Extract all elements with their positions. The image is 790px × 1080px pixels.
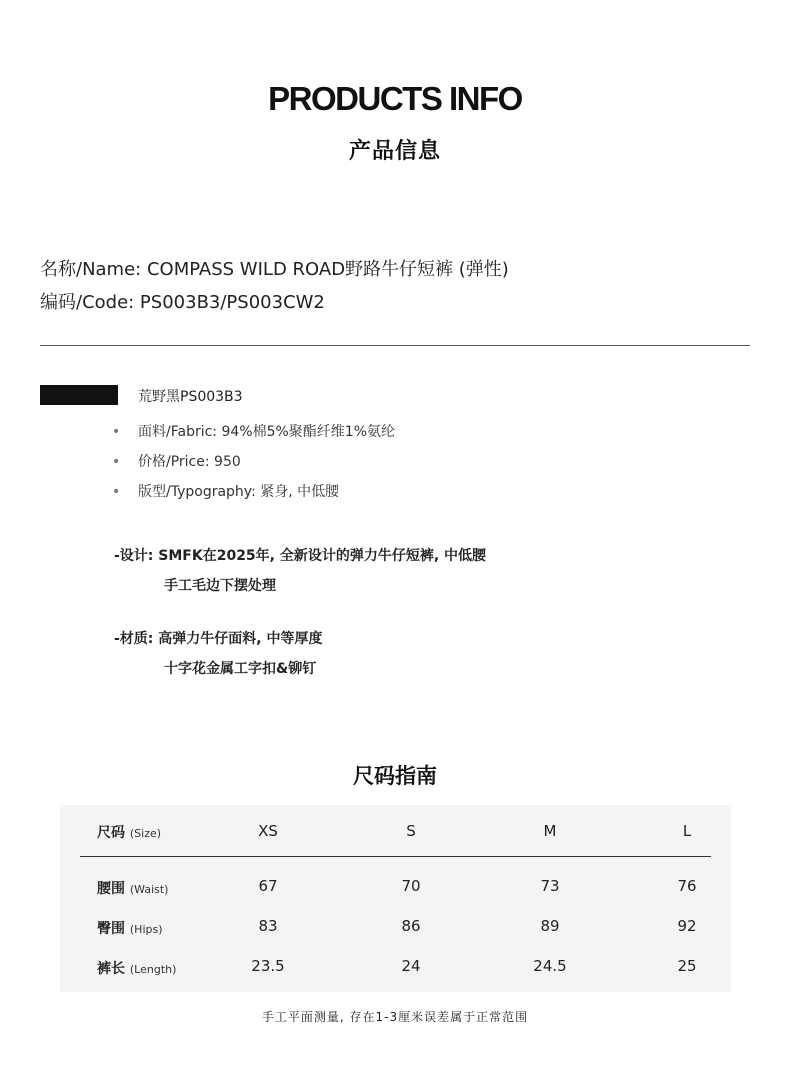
page-title: PRODUCTS INFO <box>268 80 522 117</box>
spec-item-price <box>112 452 395 482</box>
row-label-cn: 腰围 <box>97 881 125 897</box>
spec-item-typography <box>112 482 395 512</box>
spec-item-fabric <box>112 422 395 452</box>
table-cell: 24 <box>401 957 421 975</box>
row-label-hips <box>97 918 163 938</box>
size-header-l: L <box>682 822 692 840</box>
table-cell: 73 <box>540 877 560 895</box>
size-table <box>60 805 731 992</box>
size-header-cn: 尺码 <box>97 825 125 841</box>
page-subtitle: 产品信息 <box>348 139 441 164</box>
table-cell: 24.5 <box>533 957 567 975</box>
divider <box>40 345 750 346</box>
row-label-cn: 裤长 <box>97 961 125 977</box>
spec-list <box>112 422 395 512</box>
size-header-en: (Size) <box>129 827 162 840</box>
row-label-cn: 臀围 <box>97 921 125 937</box>
spec-text: 价格/Price: 950 <box>138 454 241 470</box>
design-line-1: -设计: SMFK在2025年, 全新设计的弹力牛仔短裤, 中低腰 <box>114 548 487 564</box>
size-header-label <box>97 822 161 842</box>
row-label-en: (Hips) <box>129 923 163 936</box>
table-cell: 23.5 <box>251 957 285 975</box>
table-cell: 70 <box>401 877 421 895</box>
color-swatch <box>40 385 118 405</box>
table-cell: 83 <box>258 917 278 935</box>
design-line-2: 手工毛边下摆处理 <box>164 578 276 594</box>
design-notes <box>114 545 486 595</box>
spec-text: 面料/Fabric: 94%棉5%聚酯纤维1%氨纶 <box>138 424 395 440</box>
bullet-icon: • <box>112 484 121 500</box>
size-header-s: S <box>406 822 416 840</box>
spec-text: 版型/Typography: 紧身, 中低腰 <box>138 484 340 500</box>
table-cell: 67 <box>258 877 278 895</box>
material-line-1: -材质: 高弹力牛仔面料, 中等厚度 <box>114 631 323 647</box>
variant-label: 荒野黑PS003B3 <box>138 389 243 405</box>
material-line-2: 十字花金属工字扣&铆钉 <box>164 661 317 677</box>
size-header-xs: XS <box>258 822 278 840</box>
material-notes <box>114 628 322 678</box>
product-code: 编码/Code: PS003B3/PS003CW2 <box>40 292 325 313</box>
row-label-length <box>97 958 176 978</box>
row-label-waist <box>97 878 168 898</box>
bullet-icon: • <box>112 424 121 440</box>
size-guide-title: 尺码指南 <box>353 764 437 788</box>
measurement-footnote: 手工平面测量, 存在1-3厘米误差属于正常范围 <box>261 1010 529 1024</box>
table-cell: 86 <box>401 917 421 935</box>
bullet-icon: • <box>112 454 121 470</box>
table-cell: 92 <box>677 917 697 935</box>
size-table-panel <box>60 805 731 992</box>
row-label-en: (Length) <box>129 963 177 976</box>
row-label-en: (Waist) <box>129 883 169 896</box>
product-name: 名称/Name: COMPASS WILD ROAD野路牛仔短裤 (弹性) <box>40 259 509 280</box>
table-rule <box>80 856 711 857</box>
table-cell: 89 <box>540 917 560 935</box>
table-cell: 76 <box>677 877 697 895</box>
size-header-m: M <box>543 822 557 840</box>
table-cell: 25 <box>677 957 697 975</box>
